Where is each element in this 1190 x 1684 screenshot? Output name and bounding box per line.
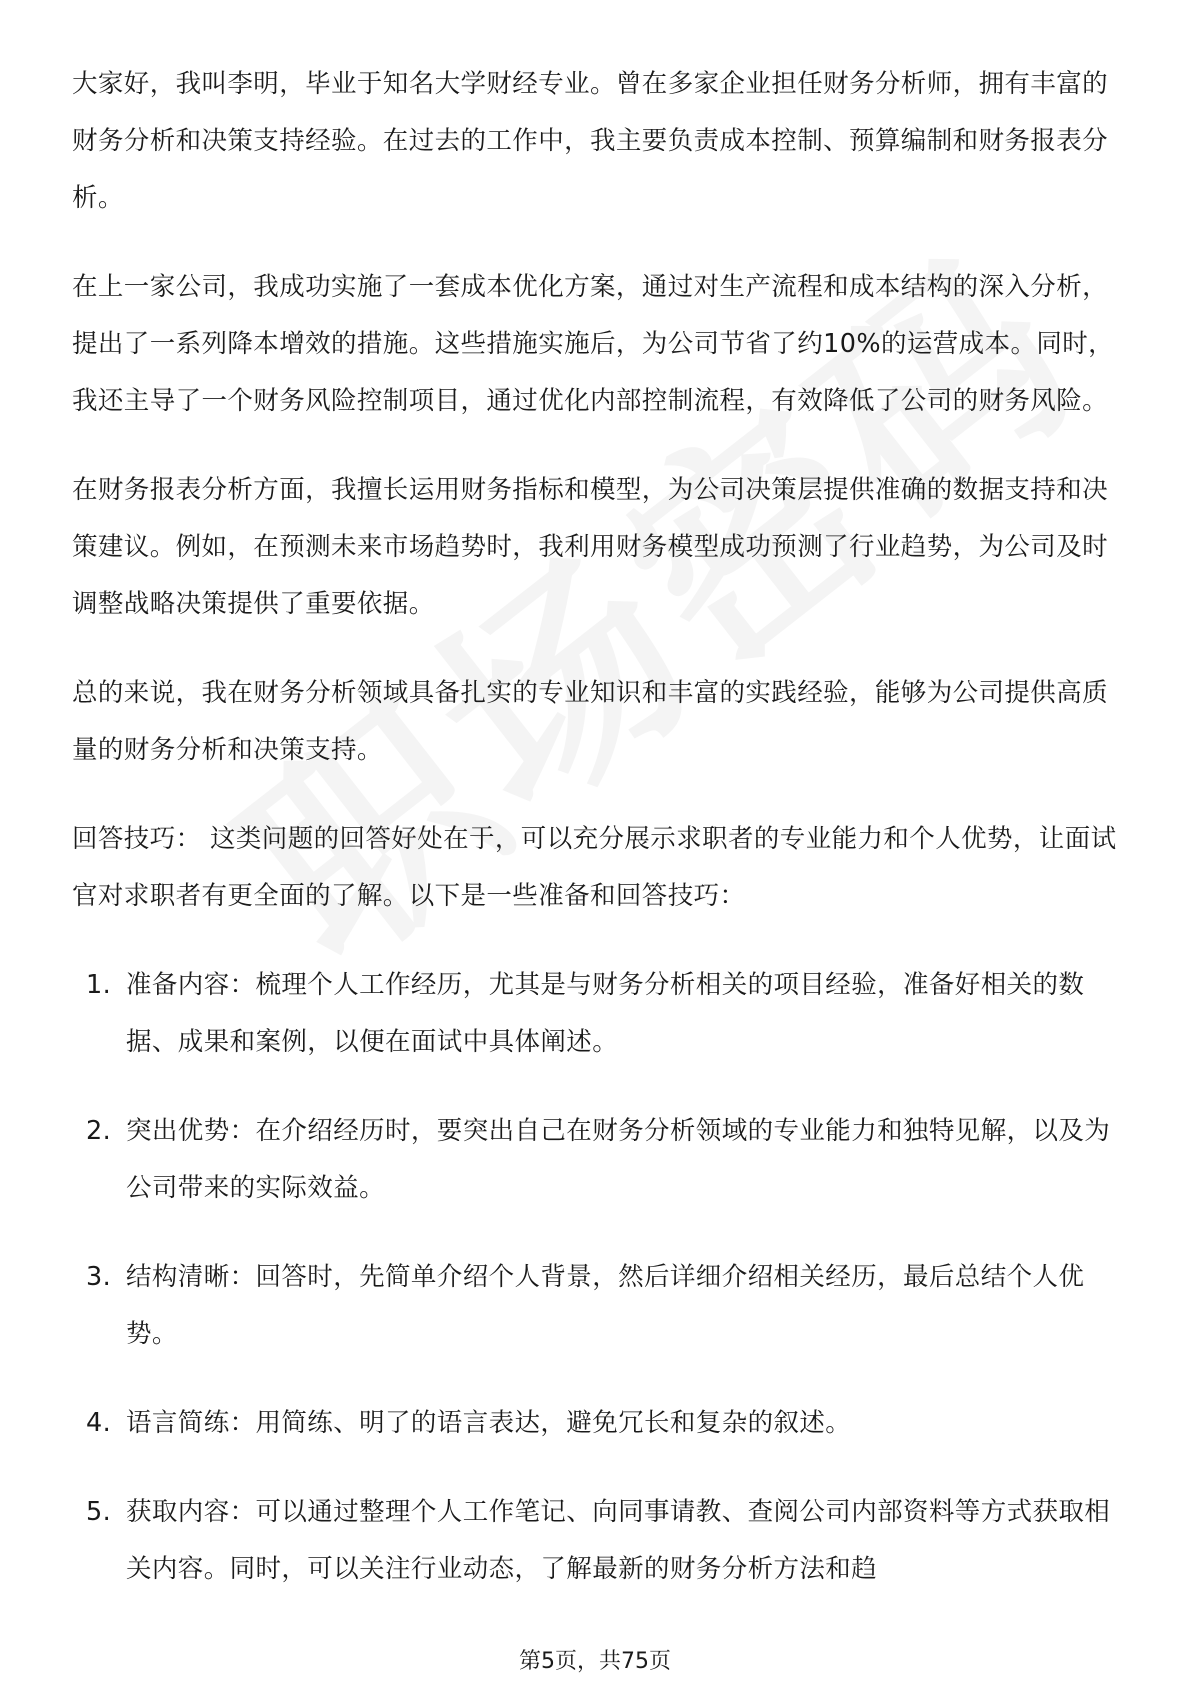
- list-item-number: 5.: [86, 1497, 112, 1527]
- list-item-number: 2.: [86, 1116, 112, 1146]
- paragraph-analysis: 在财务报表分析方面，我擅长运用财务指标和模型，为公司决策层提供准确的数据支持和决策建议。例如，在预测未来市场趋势时，我利用财务模型成功预测了行业趋势，为公司及时调整战略决策提供了重要依据。: [72, 475, 1109, 619]
- list-item-text: 结构清晰：回答时，先简单介绍个人背景，然后详细介绍相关经历，最后总结个人优势。: [126, 1262, 1085, 1349]
- paragraph-experience: 在上一家公司，我成功实施了一套成本优化方案，通过对生产流程和成本结构的深入分析，提出了一系列降本增效的措施。这些措施实施后，为公司节省了约10%的运营成本。同时，我还主导了一个财务风险控制项目，通过优化内部控制流程，有效降低了公司的财务风险。: [72, 272, 1115, 416]
- paragraph-answer-tips: 回答技巧： 这类问题的回答好处在于，可以充分展示求职者的专业能力和个人优势，让面试官对求职者有更全面的了解。以下是一些准备和回答技巧：: [72, 824, 1117, 911]
- list-item-text: 语言简练：用简练、明了的语言表达，避免冗长和复杂的叙述。: [126, 1408, 852, 1438]
- list-item: [72, 1395, 1122, 1452]
- paragraph-summary: 总的来说，我在财务分析领域具备扎实的专业知识和丰富的实践经验，能够为公司提供高质量的财务分析和决策支持。: [72, 678, 1109, 765]
- list-item-number: 3.: [86, 1262, 112, 1292]
- list-item-text: 突出优势：在介绍经历时，要突出自己在财务分析领域的专业能力和独特见解，以及为公司带来的实际效益。: [126, 1116, 1111, 1203]
- list-item: [72, 1249, 1122, 1363]
- tips-list: [72, 957, 1122, 1598]
- list-item-number: 1.: [86, 970, 112, 1000]
- list-item: [72, 1484, 1122, 1598]
- list-item-number: 4.: [86, 1408, 112, 1438]
- list-item: [72, 1103, 1122, 1217]
- page-number: 第5页，共75页: [519, 1649, 671, 1674]
- paragraph-intro: 大家好，我叫李明，毕业于知名大学财经专业。曾在多家企业担任财务分析师，拥有丰富的财务分析和决策支持经验。在过去的工作中，我主要负责成本控制、预算编制和财务报表分析。: [72, 69, 1109, 213]
- list-item-text: 获取内容：可以通过整理个人工作笔记、向同事请教、查阅公司内部资料等方式获取相关内容。同时，可以关注行业动态，了解最新的财务分析方法和趋: [126, 1497, 1111, 1584]
- document-body: [72, 56, 1122, 1630]
- list-item: [72, 957, 1122, 1071]
- list-item-text: 准备内容：梳理个人工作经历，尤其是与财务分析相关的项目经验，准备好相关的数据、成果和案例，以便在面试中具体阐述。: [126, 970, 1085, 1057]
